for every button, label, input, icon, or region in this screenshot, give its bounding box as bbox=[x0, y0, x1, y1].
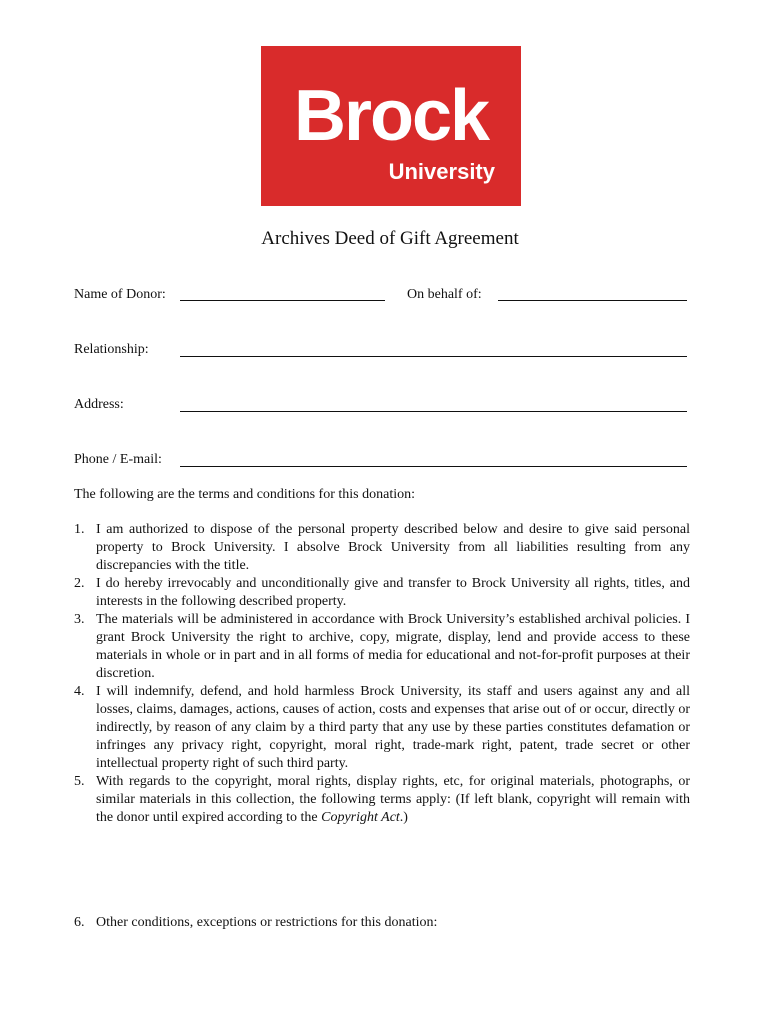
term-number: 1. bbox=[74, 522, 85, 537]
term-text: With regards to the copyright, moral rights, display rights, etc, for original materials, photographs, or similar materials in this collection, the following terms apply: (If left blank, copyright will remain with the donor until expired according to the bbox=[96, 774, 690, 825]
logo-brand-text: Brock bbox=[293, 76, 489, 156]
relationship-label: Relationship: bbox=[74, 342, 149, 357]
term-number: 6. bbox=[74, 915, 85, 930]
other-conditions-item bbox=[74, 914, 694, 932]
on-behalf-of-label: On behalf of: bbox=[407, 287, 482, 302]
term-text: I am authorized to dispose of the personal property described below and desire to give said personal property to Brock University. I absolve Brock University from all liabilities resulting from any discrepancies with the title. bbox=[96, 522, 690, 573]
term-number: 2. bbox=[74, 576, 85, 591]
address-label: Address: bbox=[74, 397, 124, 412]
phone-email-label: Phone / E-mail: bbox=[74, 452, 162, 467]
phone-email-field[interactable] bbox=[180, 466, 687, 467]
term-item bbox=[74, 611, 690, 683]
term-number: 3. bbox=[74, 612, 85, 627]
other-conditions-text: Other conditions, exceptions or restrictions for this donation: bbox=[96, 915, 438, 930]
address-field[interactable] bbox=[180, 411, 687, 412]
logo-sub-text: University bbox=[388, 159, 495, 184]
terms-intro: The following are the terms and conditions for this donation: bbox=[74, 487, 415, 502]
brock-university-logo bbox=[261, 46, 521, 206]
term-number: 4. bbox=[74, 684, 85, 699]
terms-list bbox=[74, 521, 690, 827]
term-text: The materials will be administered in accordance with Brock University’s established archival policies. I grant Brock University the right to archive, copy, migrate, display, lend and provide access to these materials in whole or in part and in all forms of media for educational and not-for-profit purposes at their discretion. bbox=[96, 612, 690, 681]
term-text: I do hereby irrevocably and unconditionally give and transfer to Brock University all rights, titles, and interests in the following described property. bbox=[96, 576, 690, 609]
term-number: 5. bbox=[74, 774, 85, 789]
term-item bbox=[74, 521, 690, 575]
term-item bbox=[74, 575, 690, 611]
document-title: Archives Deed of Gift Agreement bbox=[261, 228, 519, 249]
term-text: I will indemnify, defend, and hold harmless Brock University, its staff and users against any and all losses, claims, damages, actions, causes of action, costs and expenses that arise out of or occur, directly or indirectly, by reason of any claim by a third party that any use by these parties constitutes defamation or infringes any privacy right, copyright, moral right, trade-mark right, patent, trade secret or other intellectual property right of such third party. bbox=[96, 684, 690, 771]
on-behalf-of-field[interactable] bbox=[498, 300, 687, 301]
relationship-field[interactable] bbox=[180, 356, 687, 357]
term-text-tail: .) bbox=[399, 810, 408, 825]
term-item bbox=[74, 683, 690, 773]
donor-name-label: Name of Donor: bbox=[74, 287, 166, 302]
donor-name-field[interactable] bbox=[180, 300, 385, 301]
term-item bbox=[74, 773, 690, 827]
copyright-act-title: Copyright Act bbox=[321, 810, 400, 825]
